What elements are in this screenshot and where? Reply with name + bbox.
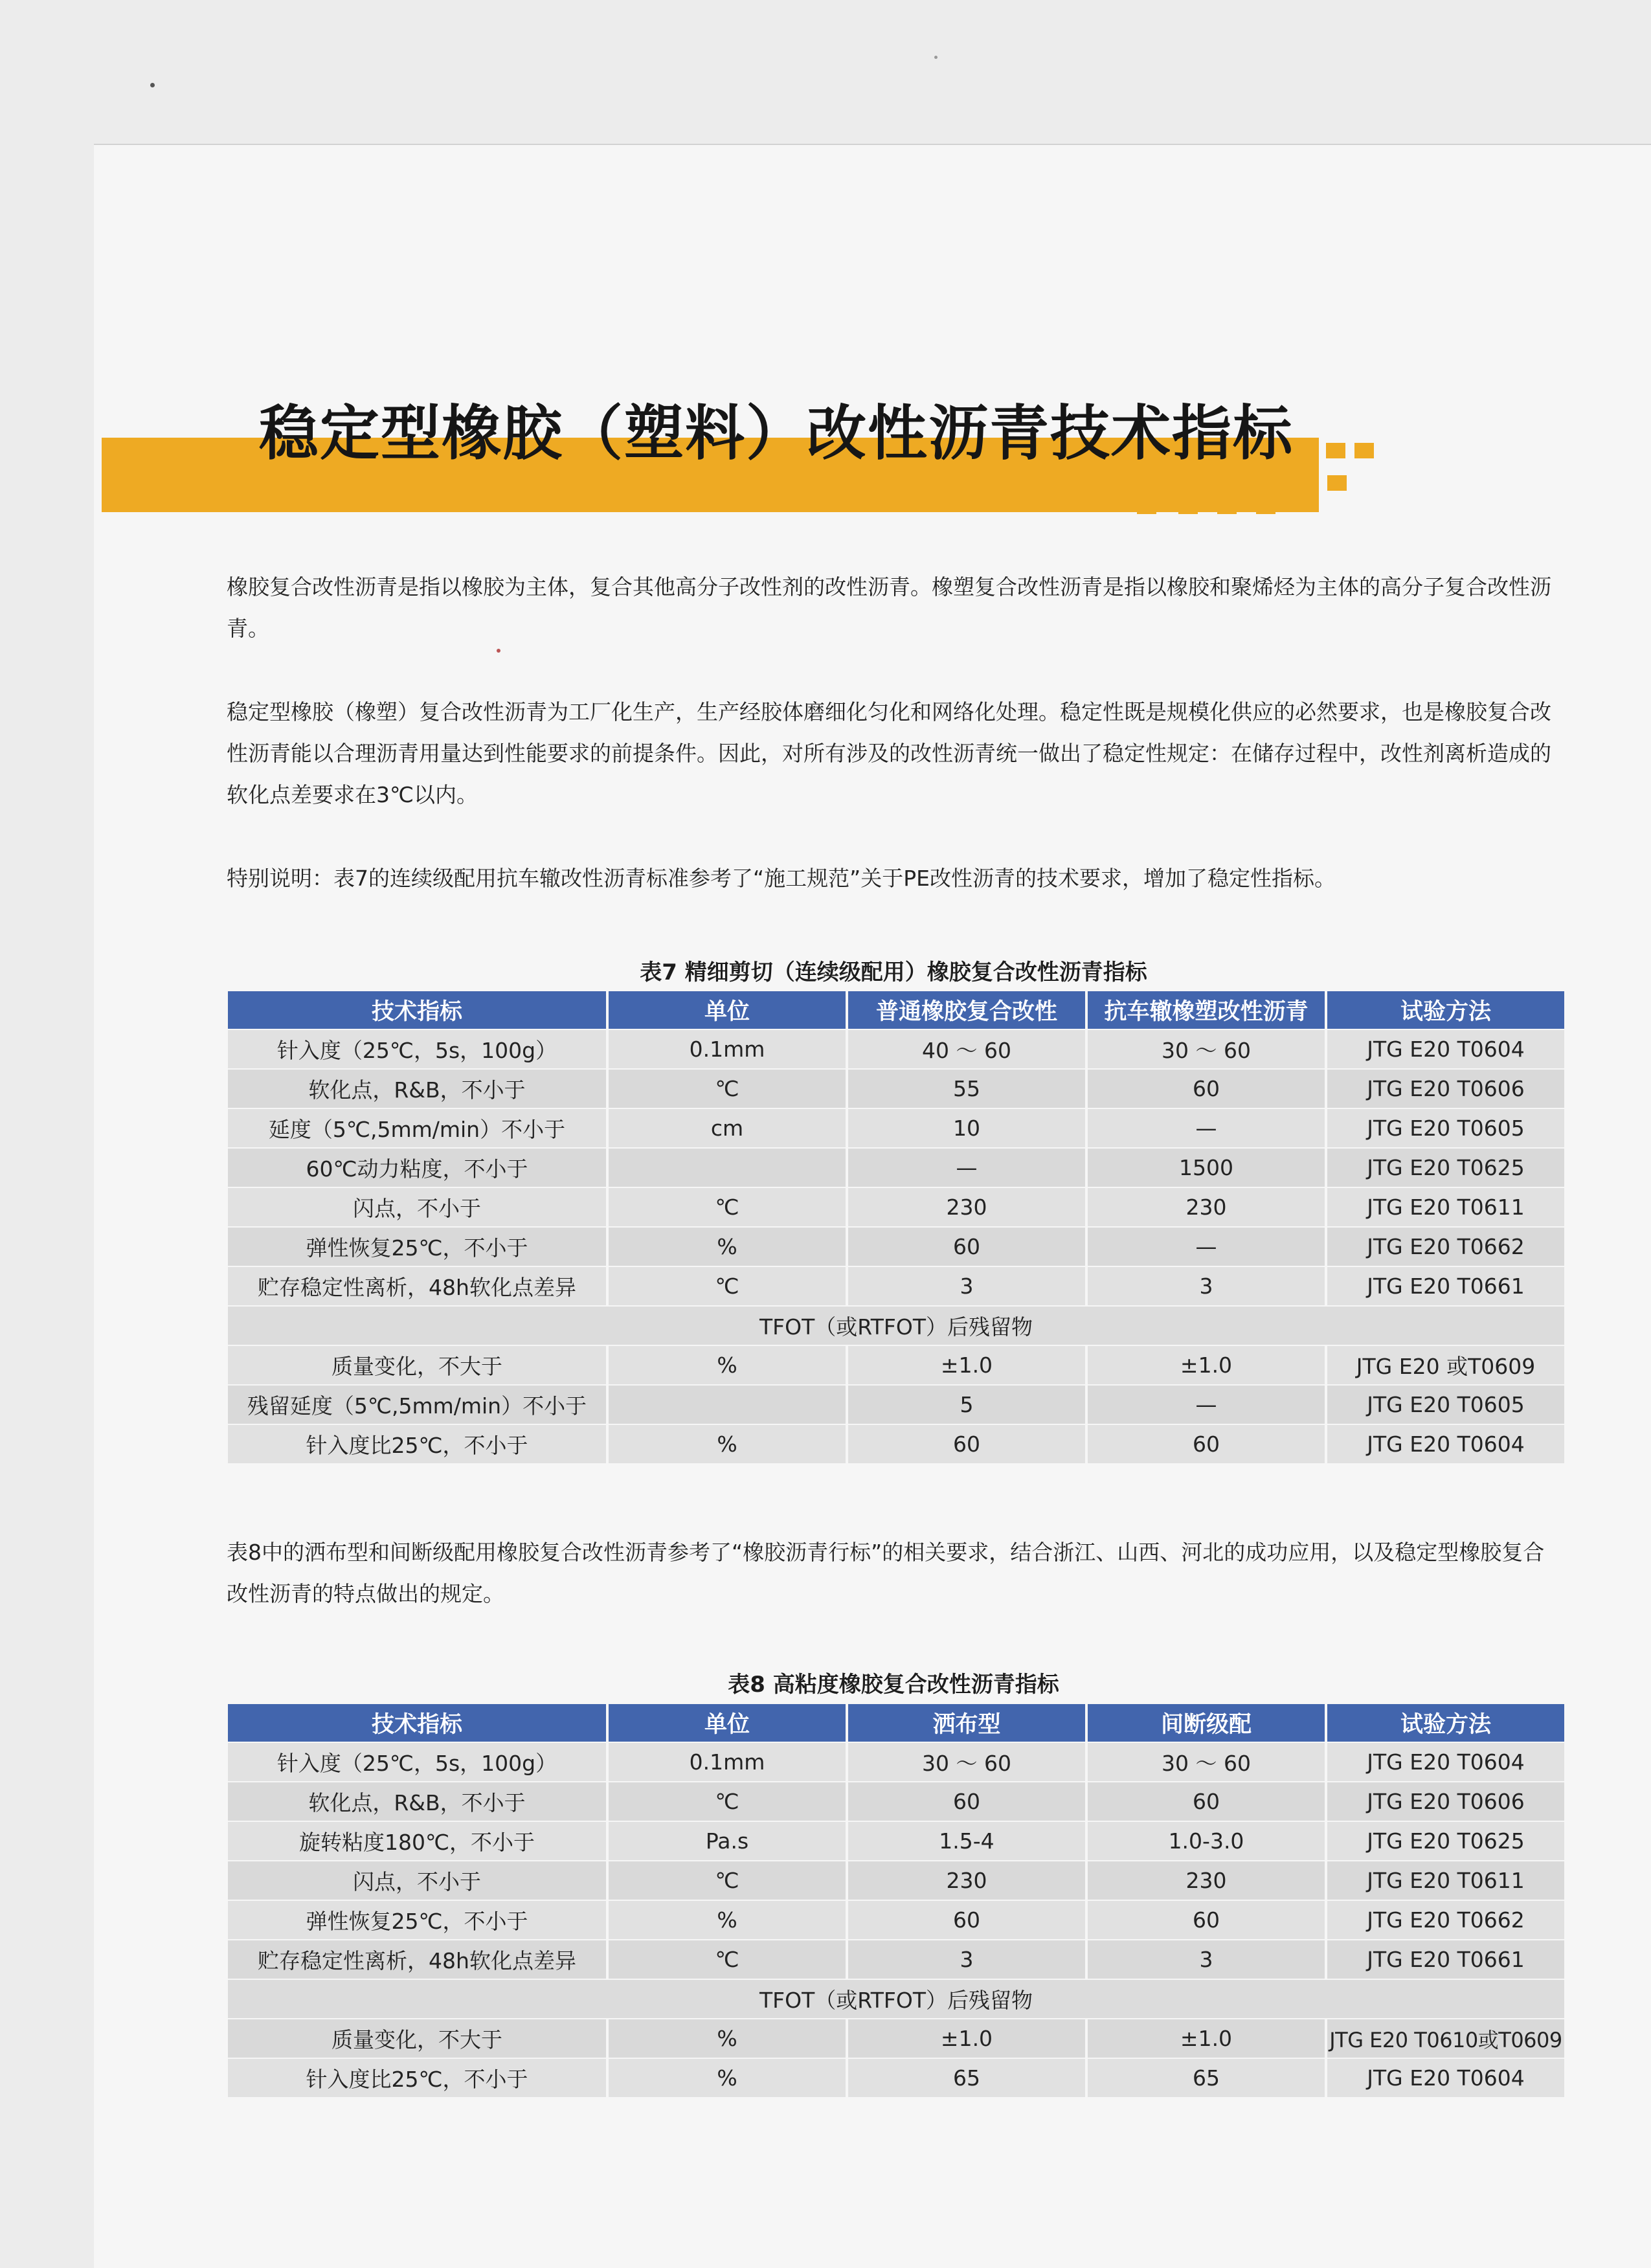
table7-cell: 60 [848,1226,1085,1266]
table7-cell: 软化点，R&B，不小于 [228,1068,606,1108]
table8-cell: JTG E20 T0662 [1327,1900,1564,1939]
table7-cell: ℃ [609,1068,846,1108]
table7-cell: JTG E20 T0662 [1327,1226,1564,1266]
table7-cell: 230 [1088,1187,1325,1226]
table8-cell: 软化点，R&B，不小于 [228,1781,606,1821]
table8-row [228,1939,1564,1979]
intro-paragraph-1: 橡胶复合改性沥青是指以橡胶为主体，复合其他高分子改性剂的改性沥青。橡塑复合改性沥青是指以橡胶和聚烯烃为主体的高分子复合改性沥青。 [227,574,1551,641]
table7-row [228,1187,1564,1226]
table7-cell: 5 [848,1384,1085,1424]
table7-row [228,1226,1564,1266]
table7-cell: JTG E20 T0611 [1327,1187,1564,1226]
table7 [225,991,1567,1463]
table8-row [228,1860,1564,1900]
table7-cell: 1500 [1088,1147,1325,1187]
table7-cell: 弹性恢复25℃，不小于 [228,1226,606,1266]
scan-speck [150,83,155,87]
table7-cell: 延度（5℃,5mm/min）不小于 [228,1108,606,1147]
table7-cell: JTG E20 T0605 [1327,1108,1564,1147]
table8-cell: 针入度（25℃，5s，100g） [228,1742,606,1781]
table8-cell: JTG E20 T0611 [1327,1860,1564,1900]
intro-paragraph-2: 稳定型橡胶（橡塑）复合改性沥青为工厂化生产，生产经胶体磨细化匀化和网络化处理。稳定性既是规模化供应的必然要求，也是橡胶复合改性沥青能以合理沥青用量达到性能要求的前提条件。因此，对所有涉及的改性沥青统一做出了稳定性规定：在储存过程中，改性剂离析造成的软化点差要求在3℃以内。 [227,699,1551,807]
table7-cell [609,1147,846,1187]
table8-row [228,1821,1564,1860]
table8-header-cell: 试验方法 [1327,1704,1564,1742]
table8-cell: ℃ [609,1781,846,1821]
table7-cell: % [609,1424,846,1463]
table8-subheader: TFOT（或RTFOT）后残留物 [228,1979,1564,2018]
table8-cell: 1.0-3.0 [1088,1821,1325,1860]
table8-cell: 1.5-4 [848,1821,1085,1860]
table7-cell: 针入度比25℃，不小于 [228,1424,606,1463]
table8-cell: 3 [848,1939,1085,1979]
table7-cell: JTG E20 T0606 [1327,1068,1564,1108]
table8-header-cell: 洒布型 [848,1704,1085,1742]
table7-cell: 贮存稳定性离析，48h软化点差异 [228,1266,606,1305]
special-note: 特别说明：表7的连续级配用抗车辙改性沥青标准参考了“施工规范”关于PE改性沥青的技术要求，增加了稳定性指标。 [227,866,1336,891]
table8-cell: 闪点，不小于 [228,1860,606,1900]
table8-subheader-row [228,1979,1564,2018]
table8-cell: Pa.s [609,1821,846,1860]
table7-row [228,1068,1564,1108]
table7-cell: 残留延度（5℃,5mm/min）不小于 [228,1384,606,1424]
table7-cell: 0.1mm [609,1029,846,1068]
table7-cell: 60 [1088,1424,1325,1463]
table7-cell: JTG E20 T0605 [1327,1384,1564,1424]
table8-cell: 针入度比25℃，不小于 [228,2058,606,2097]
table8-cell: % [609,2018,846,2058]
table7-cell: % [609,1226,846,1266]
table7-caption: 表7 精细剪切（连续级配用）橡胶复合改性沥青指标 [640,960,1147,985]
table7-cell: — [848,1147,1085,1187]
table8-caption: 表8 高粘度橡胶复合改性沥青指标 [728,1672,1059,1698]
table8-header-cell: 单位 [609,1704,846,1742]
table7-cell: % [609,1345,846,1384]
table8-cell: JTG E20 T0604 [1327,2058,1564,2097]
table7-cell: 230 [848,1187,1085,1226]
table8-cell: 0.1mm [609,1742,846,1781]
table7-header-cell: 试验方法 [1327,991,1564,1029]
table7-header-cell: 抗车辙橡塑改性沥青 [1088,991,1325,1029]
table8-cell: % [609,1900,846,1939]
table7-cell: JTG E20 或T0609 [1327,1345,1564,1384]
table7-cell: 质量变化，不大于 [228,1345,606,1384]
table7-cell: 60 [848,1424,1085,1463]
table7-cell: 55 [848,1068,1085,1108]
table7-header-cell: 单位 [609,991,846,1029]
table8 [225,1704,1567,2097]
table8-cell: 弹性恢复25℃，不小于 [228,1900,606,1939]
table7-cell: JTG E20 T0661 [1327,1266,1564,1305]
table7-subheader-row [228,1305,1564,1345]
table8-header-cell: 间断级配 [1088,1704,1325,1742]
table7-row [228,1108,1564,1147]
table8-row [228,1781,1564,1821]
table8-row [228,2018,1564,2058]
table8-cell: % [609,2058,846,2097]
table8-cell: 3 [1088,1939,1325,1979]
table8-cell: 30 ～ 60 [1088,1742,1325,1781]
table8-cell: 30 ～ 60 [848,1742,1085,1781]
table8-cell: JTG E20 T0625 [1327,1821,1564,1860]
table7-cell: JTG E20 T0625 [1327,1147,1564,1187]
table8-cell: 60 [1088,1781,1325,1821]
table7-subheader: TFOT（或RTFOT）后残留物 [228,1305,1564,1345]
table7-header-cell: 普通橡胶复合改性 [848,991,1085,1029]
table7-cell: — [1088,1384,1325,1424]
table7-cell: cm [609,1108,846,1147]
table8-cell: JTG E20 T0661 [1327,1939,1564,1979]
scan-speck [934,56,938,59]
table8-cell: 230 [1088,1860,1325,1900]
table8-cell: 60 [848,1900,1085,1939]
table7-row [228,1345,1564,1384]
table7-cell: 针入度（25℃，5s，100g） [228,1029,606,1068]
table8-header-row [228,1704,1564,1742]
table8-cell: 230 [848,1860,1085,1900]
table8-cell: JTG E20 T0610或T0609 [1327,2018,1564,2058]
table7-cell: 60 [1088,1068,1325,1108]
table7-cell: — [1088,1108,1325,1147]
table7-cell: JTG E20 T0604 [1327,1424,1564,1463]
table7-cell: 40 ～ 60 [848,1029,1085,1068]
table7-cell: ℃ [609,1187,846,1226]
table7-row [228,1147,1564,1187]
table7-cell: — [1088,1226,1325,1266]
table8-cell: 60 [848,1781,1085,1821]
table8-cell: ±1.0 [1088,2018,1325,2058]
table8-cell: ℃ [609,1860,846,1900]
table7-row [228,1029,1564,1068]
table8-cell: JTG E20 T0606 [1327,1781,1564,1821]
table7-cell: 3 [1088,1266,1325,1305]
table8-header-cell: 技术指标 [228,1704,606,1742]
table7-cell: ±1.0 [848,1345,1085,1384]
table7-cell: 3 [848,1266,1085,1305]
table7-row [228,1384,1564,1424]
table7-cell: JTG E20 T0604 [1327,1029,1564,1068]
table7-header-cell: 技术指标 [228,991,606,1029]
table7-cell: 30 ～ 60 [1088,1029,1325,1068]
table7-row [228,1424,1564,1463]
table7-header-row [228,991,1564,1029]
table7-cell: 闪点，不小于 [228,1187,606,1226]
table8-cell: 65 [1088,2058,1325,2097]
table7-cell: ℃ [609,1266,846,1305]
table8-cell: JTG E20 T0604 [1327,1742,1564,1781]
table7-cell: ±1.0 [1088,1345,1325,1384]
table7-cell: 60℃动力粘度，不小于 [228,1147,606,1187]
table7-cell: 10 [848,1108,1085,1147]
table8-cell: ℃ [609,1939,846,1979]
table8-cell: 质量变化，不大于 [228,2018,606,2058]
table7-cell [609,1384,846,1424]
table8-intro-paragraph: 表8中的洒布型和间断级配用橡胶复合改性沥青参考了“橡胶沥青行标”的相关要求，结合浙江、山西、河北的成功应用，以及稳定型橡胶复合改性沥青的特点做出的规定。 [227,1540,1545,1606]
table8-row [228,1742,1564,1781]
table8-cell: 60 [1088,1900,1325,1939]
table8-cell: 贮存稳定性离析，48h软化点差异 [228,1939,606,1979]
table8-row [228,2058,1564,2097]
table8-cell: ±1.0 [848,2018,1085,2058]
page-title: 稳定型橡胶（塑料）改性沥青技术指标 [259,399,1294,468]
table8-cell: 旋转粘度180℃，不小于 [228,1821,606,1860]
table7-row [228,1266,1564,1305]
table8-cell: 65 [848,2058,1085,2097]
table8-row [228,1900,1564,1939]
